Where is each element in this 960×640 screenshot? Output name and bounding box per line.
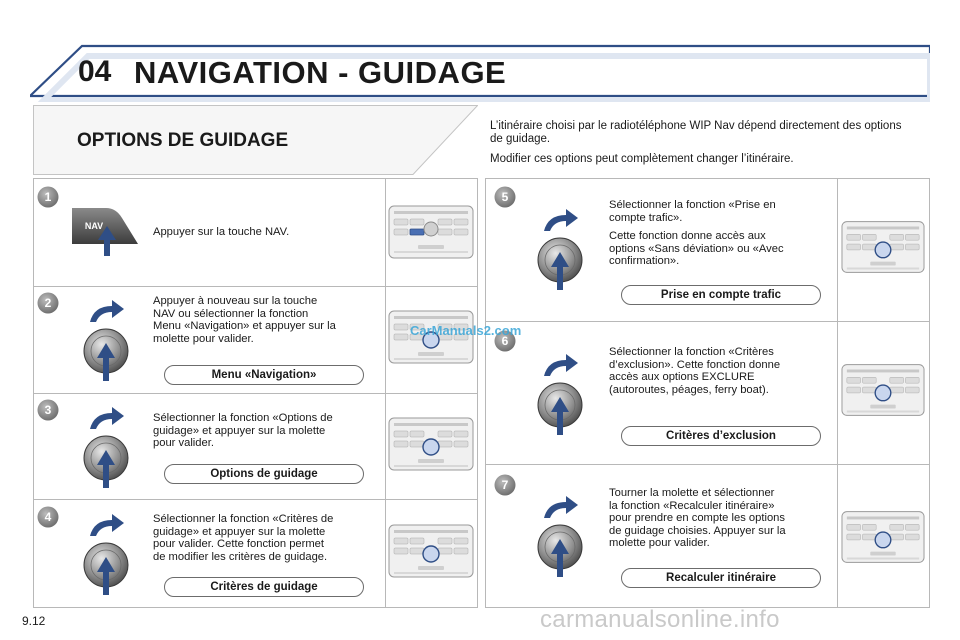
step-instruction: Sélectionner la fonction «Prise en compte trafic». Cette fonction donne accès aux options «Sans déviation» ou «Avec confirmation». (609, 199, 784, 268)
row-divider (33, 499, 478, 500)
rotary-knob-icon (534, 350, 590, 436)
prise-compte-trafic-button[interactable]: Prise en compte trafic (621, 285, 821, 305)
rotary-knob-icon (80, 510, 136, 596)
step-number: 4 (44, 510, 52, 525)
radio-panel-illustration (841, 510, 925, 564)
radio-panel-illustration (388, 205, 474, 259)
step-instruction: Sélectionner la fonction «Critères d’exclusion». Cette fonction donne accès aux options EXCLURE (autoroutes, péages, ferry boat). (609, 346, 781, 396)
step-number: 5 (501, 190, 509, 205)
radio-panel-illustration (388, 417, 474, 471)
step-instruction: Sélectionner la fonction «Critères de guidage» et appuyer sur la molette pour valider. Cette fonction permet de modifier les critères de guidage. (153, 513, 334, 563)
radio-panel-illustration (841, 220, 925, 274)
step-instruction: Appuyer à nouveau sur la touche NAV ou sélectionner la fonction Menu «Navigation» et appuyer sur la molette pour valider. (153, 295, 336, 345)
step-instruction: Tourner la molette et sélectionner la fonction «Recalculer itinéraire» pour prendre en compte les options de guidage choisies. Appuyer sur la molette pour valider. (609, 487, 786, 550)
step-number: 7 (501, 478, 509, 493)
step-number-badge (494, 474, 516, 496)
page-number: 9.12 (22, 614, 46, 628)
menu-navigation-button[interactable]: Menu «Navigation» (164, 365, 364, 385)
nav-button-icon (72, 198, 144, 260)
step-number-badge (494, 186, 516, 208)
section-intro (490, 120, 915, 173)
step-number-badge (37, 292, 59, 314)
step-number: 1 (44, 190, 52, 205)
step-number-badge (37, 186, 59, 208)
row-divider (485, 321, 930, 322)
rotary-knob-icon (534, 492, 590, 578)
watermark-link[interactable]: CarManuals2.com (410, 323, 522, 338)
criteres-exclusion-button[interactable]: Critères d’exclusion (621, 426, 821, 446)
row-divider (485, 464, 930, 465)
rotary-knob-icon (80, 296, 136, 382)
row-divider (33, 393, 478, 394)
rotary-knob-icon (80, 403, 136, 489)
step-instruction: Sélectionner la fonction «Options de guidage» et appuyer sur la molette pour valider. (153, 412, 333, 450)
rotary-knob-icon (534, 205, 590, 291)
intro-paragraph: L’itinéraire choisi par le radiotéléphone WIP Nav dépend directement des options de guidage. (490, 120, 902, 145)
chapter-number: 04 (78, 55, 112, 88)
options-guidage-button[interactable]: Options de guidage (164, 464, 364, 484)
step-number: 6 (501, 334, 509, 349)
image-column-divider (837, 178, 838, 608)
row-divider (33, 286, 478, 287)
svg-text:NAV: NAV (84, 221, 104, 231)
recalculer-itineraire-button[interactable]: Recalculer itinéraire (621, 568, 821, 588)
watermark-text: carmanualsonline.info (540, 606, 780, 633)
step-number-badge (37, 399, 59, 421)
section-title: OPTIONS DE GUIDAGE (77, 130, 289, 151)
chapter-title: NAVIGATION - GUIDAGE (134, 55, 507, 90)
radio-panel-illustration (388, 524, 474, 578)
intro-paragraph: Modifier ces options peut complètement changer l’itinéraire. (490, 153, 794, 165)
criteres-guidage-button[interactable]: Critères de guidage (164, 577, 364, 597)
radio-panel-illustration (841, 363, 925, 417)
step-number: 2 (44, 296, 52, 311)
step-number: 3 (44, 403, 52, 418)
step-instruction: Appuyer sur la touche NAV. (153, 226, 290, 238)
step-number-badge (37, 506, 59, 528)
